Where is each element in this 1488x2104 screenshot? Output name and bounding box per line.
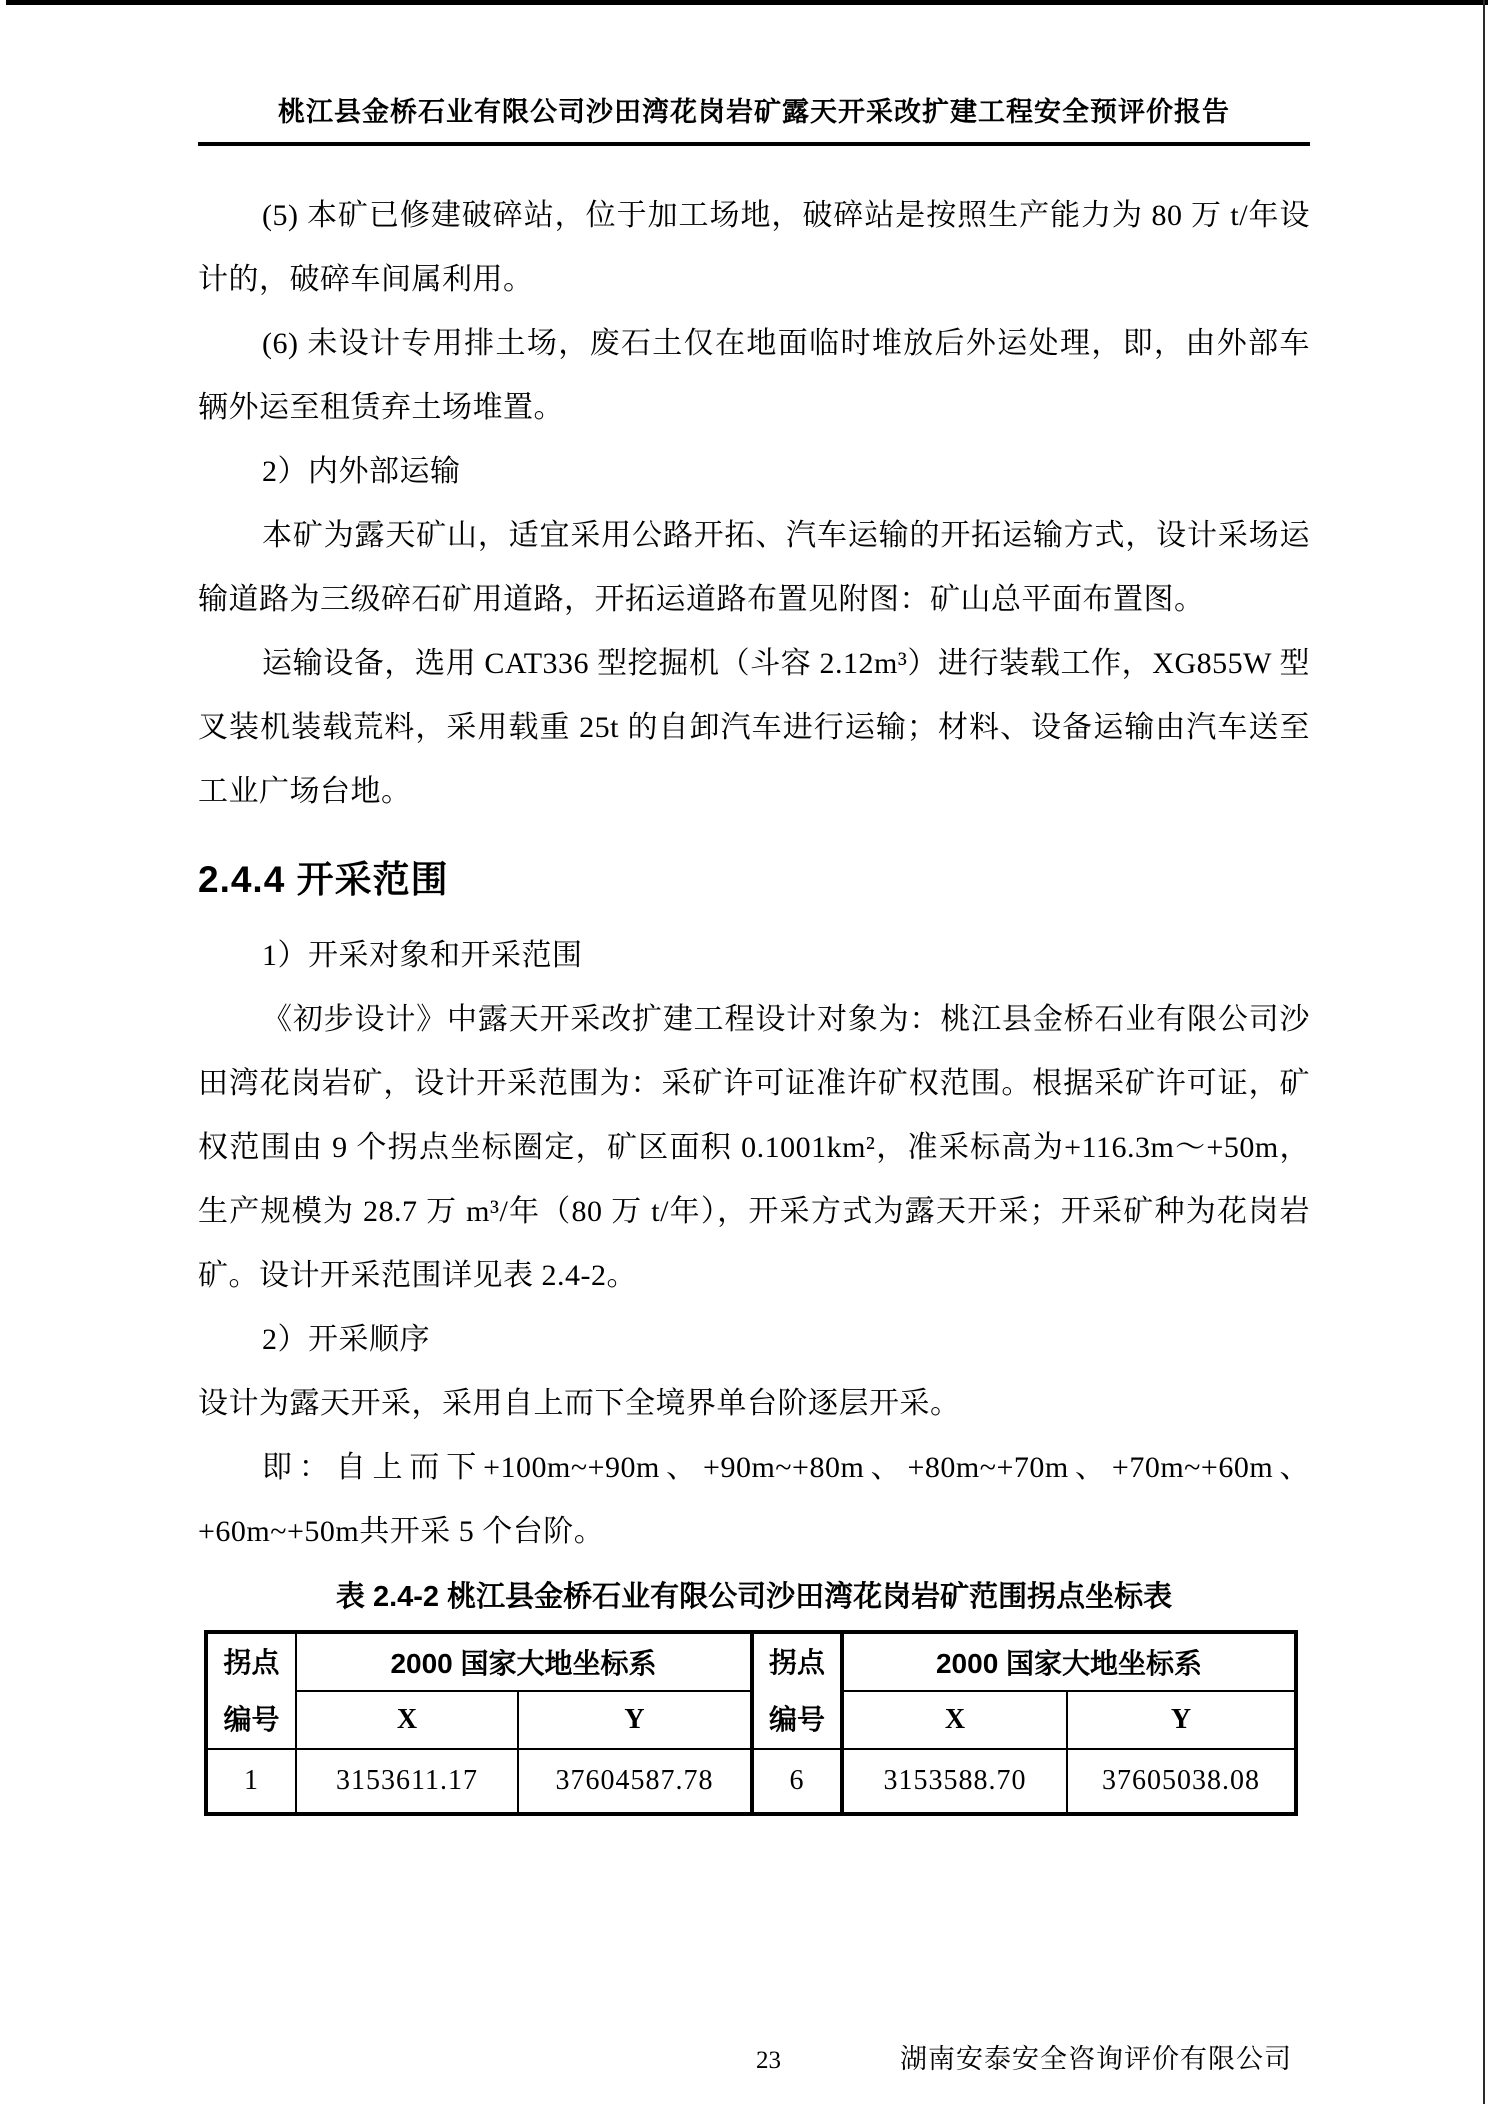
cell-point-no-left: 1 <box>206 1749 296 1814</box>
cell-x-left: 3153611.17 <box>296 1749 518 1814</box>
paragraph-transport-subheading: 2）内外部运输 <box>262 455 461 488</box>
paragraph-open-pit-roads: 本矿为露天矿山，适宜采用公路开拓、汽车运输的开拓运输方式，设计采场运输道路为三级碎石矿用道路，开拓运道路布置见附图：矿山总平面布置图。 <box>198 519 1310 616</box>
paragraph-waste-dump: (6) 未设计专用排土场，废石土仅在地面临时堆放后外运处理，即，由外部车辆外运至租赁弃土场堆置。 <box>198 327 1310 424</box>
th-point-number-left-line1: 拐点 <box>223 1647 280 1678</box>
th-point-number-right <box>752 1632 842 1749</box>
paragraph-bench-levels: 即：自上而下+100m~+90m、+90m~+80m、+80m~+70m、+70m~+60m、+60m~+50m共开采 5 个台阶。 <box>198 1451 1310 1548</box>
th-point-number-left <box>206 1632 296 1749</box>
table-header-row-2 <box>206 1691 1296 1749</box>
header-rule <box>198 142 1310 146</box>
paragraph-mining-object-subheading: 1）开采对象和开采范围 <box>262 939 583 972</box>
company-name: 湖南安泰安全咨询评价有限公司 <box>900 2044 1292 2074</box>
paragraph-transport-equipment: 运输设备，选用 CAT336 型挖掘机（斗容 2.12m³）进行装载工作，XG855W 型叉装机装载荒料，采用载重 25t 的自卸汽车进行运输；材料、设备运输由汽车送至工业广场台地。 <box>198 647 1310 808</box>
running-header-title: 桃江县金桥石业有限公司沙田湾花岗岩矿露天开采改扩建工程安全预评价报告 <box>278 97 1230 127</box>
th-x-right: X <box>842 1691 1067 1749</box>
th-point-number-right-line2: 编号 <box>769 1704 826 1735</box>
cell-x-right: 3153588.70 <box>842 1749 1067 1814</box>
th-y-left: Y <box>518 1691 752 1749</box>
page-number: 23 <box>756 2047 781 2074</box>
th-y-right: Y <box>1067 1691 1296 1749</box>
paragraph-mining-scope: 《初步设计》中露天开采改扩建工程设计对象为：桃江县金桥石业有限公司沙田湾花岗岩矿，设计开采范围为：采矿许可证准许矿权范围。根据采矿许可证，矿权范围由 9 个拐点坐标圈定，矿区面积 0.1001km²，准采标高为+116.3m～+50m，生产规模为 28.7 万 m³/年（80 万 t/年），开采方式为露天开采；开采矿种为花岗岩矿。设计开采范围详见表 2.4-2。 <box>198 1003 1310 1292</box>
scan-edge-top <box>6 0 1488 5</box>
table-row <box>206 1749 1296 1814</box>
table-header-row-1 <box>206 1632 1296 1691</box>
section-heading-2-4-4: 2.4.4 开采范围 <box>198 859 449 900</box>
paragraph-mining-sequence: 设计为露天开采，采用自上而下全境界单台阶逐层开采。 <box>198 1387 961 1420</box>
table-title: 表 2.4-2 桃江县金桥石业有限公司沙田湾花岗岩矿范围拐点坐标表 <box>335 1581 1173 1613</box>
th-point-number-left-line2: 编号 <box>223 1704 280 1735</box>
th-point-number-right-line1: 拐点 <box>769 1647 826 1678</box>
th-x-left: X <box>296 1691 518 1749</box>
cell-y-right: 37605038.08 <box>1067 1749 1296 1814</box>
cell-y-left: 37604587.78 <box>518 1749 752 1814</box>
paragraph-crushing-station: (5) 本矿已修建破碎站，位于加工场地，破碎站是按照生产能力为 80 万 t/年设计的，破碎车间属利用。 <box>198 199 1310 296</box>
paragraph-mining-sequence-subheading: 2）开采顺序 <box>262 1323 430 1356</box>
th-coord-system-right: 2000 国家大地坐标系 <box>842 1632 1296 1691</box>
page-footer <box>198 2037 1310 2077</box>
coordinate-table <box>204 1630 1298 1816</box>
document-body <box>198 184 1310 1816</box>
page-content <box>0 95 1488 2074</box>
page-header <box>198 95 1310 146</box>
cell-point-no-right: 6 <box>752 1749 842 1814</box>
th-coord-system-left: 2000 国家大地坐标系 <box>296 1632 752 1691</box>
